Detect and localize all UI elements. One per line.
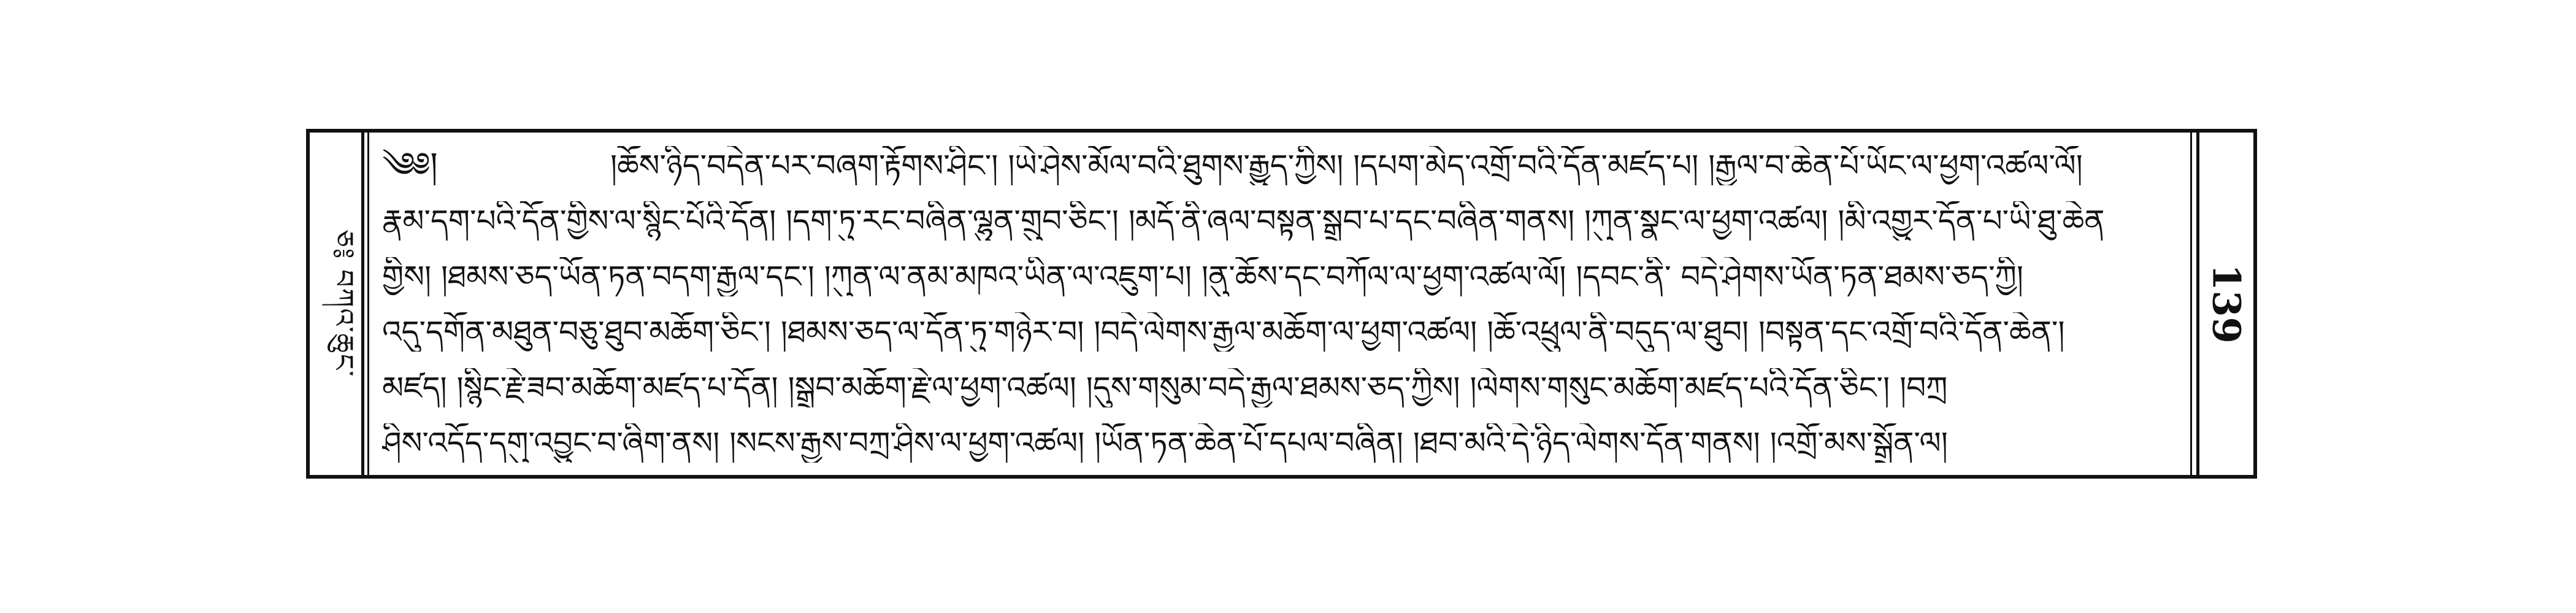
opening-mark: ༄༅། [382,146,438,185]
text-line-4 [382,312,2185,352]
left-margin [310,133,361,475]
text-line-content: མཛད། །སྙིང་རྗེ་ཟབ་མཆོག་མཛད་པ་དོན། །སྒྲུབ་མཆོག་རྗེ་ལ་ཕྱག་འཚལ། །དུས་གསུམ་བདེ་རྒྱལ་ཐམས་ཅད་ཀྱིས། །ལེགས་གསུང་མཆོག་མཛད་པའི་དོན་ཅིང་། །བཀྲ [382,369,1948,406]
text-line-5 [382,368,2185,407]
right-margin [2199,133,2253,475]
text-line-3 [382,257,2185,296]
left-rule-outer [361,133,364,475]
folio-number: 139 [2204,264,2250,344]
text-line-content: །ཆོས་ཉིད་བདེན་པར་བཞག་རྟོགས་ཤིང་། །ཡེ་ཤེས་མོལ་བའི་ཐུགས་རྒྱུད་ཀྱིས། །དཔག་མེད་འགྲོ་བའི་དོན་མཛད་པ། །རྒྱལ་བ་ཆེན་པོ་ཡོང་ལ་ཕྱག་འཚལ་ལོ། [610,148,2083,183]
text-line-content: འདུ་དགོན་མཐུན་བཅུ་ཐུབ་མཆོག་ཅིང་། །ཐམས་ཅད་ལ་དོན་ཏུ་གཉེར་བ། །བདེ་ལེགས་རྒྱལ་མཆོག་ལ་ཕྱག་འཚལ། །ཆོ་འཕྲུལ་ནི་བདུད་ལ་ཐུབ། །བསྟན་དང་འགྲོ་བའི་དོན་ཆེན་། [382,314,2065,350]
text-line-6 [382,423,2185,463]
text-line-content: རྣམ་དག་པའི་དོན་གྱིས་ལ་སྙིང་པོའི་དོན། །དག་ཏུ་རང་བཞིན་ལྷུན་གྲུབ་ཅིང་། །མདོ་ནི་ཞལ་བསྟན་སྒྲུབ་པ་དང་བཞིན་གནས། །ཀུན་སྣང་ལ་ཕྱག་འཚལ། །མི་འགྱུར་དོན་པ་ཡི་ཐུ་ཆེན [382,203,2105,239]
text-line-2 [382,201,2185,241]
text-line-content: ཤིས་འདོད་དགུ་འབྱུང་བ་ཞིག་ནས། །སངས་རྒྱས་བཀྲ་ཤིས་ལ་ཕྱག་འཚལ། །ཡོན་ཏན་ཆེན་པོ་དཔལ་བཞིན། །ཐབ་མའི་དེ་ཉིད་ལེགས་དོན་གནས། །འགྲོ་མས་སྒྲོན་ལ། [382,425,1948,461]
text-line-1 [382,146,2185,185]
right-rule-inner [2190,133,2192,475]
left-rule-inner [367,133,369,475]
text-line-content: གྱིས། །ཐམས་ཅད་ཡོན་ཏན་བདག་རྒྱལ་དང་། །ཀུན་ལ་ནམ་མཁའ་ཡིན་ལ་འཇུག་པ། །ནུ་ཆོས་དང་བཀོལ་ལ་ཕྱག་འཚལ་ལོ། །དབང་ནི་ བདེ་ཤེགས་ཡོན་ཏན་ཐམས་ཅད་ཀྱི། [382,258,2023,295]
text-block [382,146,2185,463]
margin-title: ཅ༔ བཀའ་ཆུང་ [328,229,359,378]
folio-frame [306,129,2257,479]
